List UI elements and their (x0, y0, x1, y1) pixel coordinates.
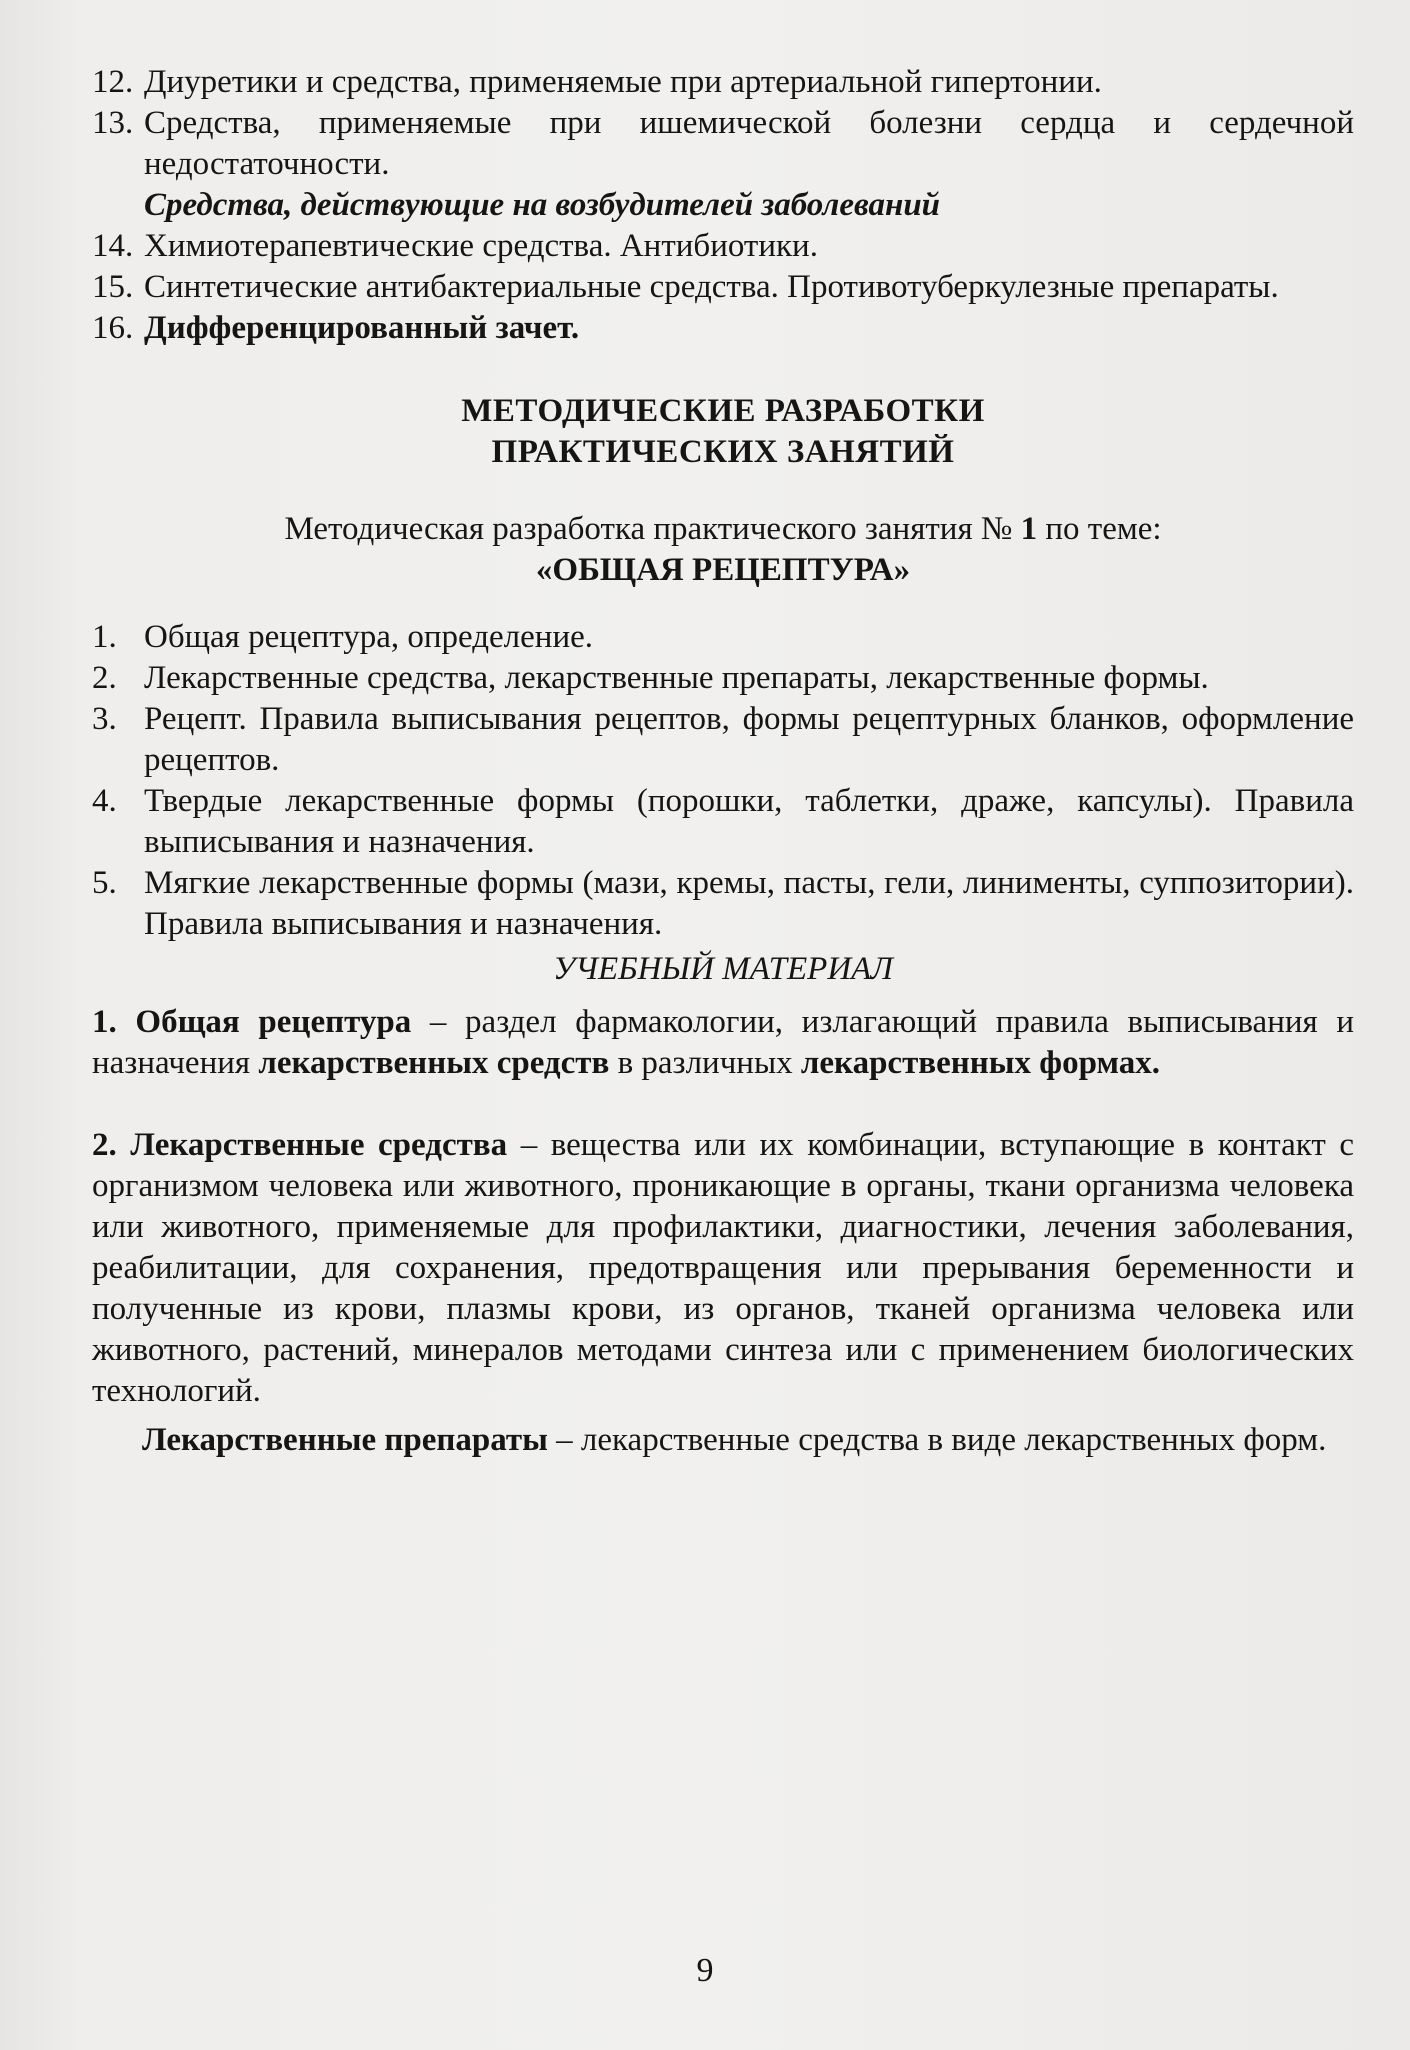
page-number: 9 (696, 1952, 714, 1989)
list-item-number: 5. (92, 865, 117, 901)
list-item-number: 1. (92, 619, 117, 655)
list-item-text: Химиотерапевтические средства. Антибиотики. (144, 228, 818, 264)
page-content (92, 62, 1354, 1461)
section-title: Средства, действующие на возбудителей заболеваний (144, 187, 941, 223)
list-item (92, 62, 1354, 103)
topics-list (92, 617, 1354, 945)
list-item-number: 16. (92, 310, 134, 346)
lesson-number: 1 (1020, 511, 1038, 547)
definition-term: Общая рецептура (135, 1004, 412, 1040)
list-item (92, 863, 1354, 945)
definition-number: 2. (92, 1127, 117, 1163)
list-item (92, 699, 1354, 781)
definition-paragraph (92, 1420, 1354, 1461)
list-item-number: 4. (92, 783, 117, 819)
definition-term: Лекарственные препараты (142, 1422, 548, 1458)
definition-number: 1. (92, 1004, 117, 1040)
list-item-text: Синтетические антибактериальные средства. Противотуберкулезные препараты. (144, 269, 1279, 305)
list-item (92, 226, 1354, 267)
list-item-text: Мягкие лекарственные формы (мази, кремы, пасты, гели, линименты, суппозитории). Правила выписывания и назначения. (144, 865, 1354, 942)
list-item-text: Рецепт. Правила выписывания рецептов, формы рецептурных бланков, оформление рецептов. (144, 701, 1354, 778)
heading-line: МЕТОДИЧЕСКИЕ РАЗРАБОТКИ (461, 393, 985, 429)
list-item-text: Диуретики и средства, применяемые при артериальной гипертонии. (144, 64, 1102, 100)
list-item (92, 103, 1354, 185)
list-item-text: Средства, применяемые при ишемической болезни сердца и сердечной недостаточности. (144, 105, 1354, 182)
list-item-text: Дифференцированный зачет. (144, 310, 580, 346)
definition-term-emphasis: лекарственных формах. (800, 1045, 1160, 1081)
list-item-text: Общая рецептура, определение. (144, 619, 593, 655)
list-item-number: 3. (92, 701, 117, 737)
list-item-number: 15. (92, 269, 134, 305)
definition-term-emphasis: лекарственных средств (258, 1045, 610, 1081)
list-item-text: Лекарственные средства, лекарственные препараты, лекарственные формы. (144, 660, 1209, 696)
definition-paragraph (92, 1002, 1354, 1084)
list-item (92, 658, 1354, 699)
list-item-number: 12. (92, 64, 134, 100)
lesson-topic: «ОБЩАЯ РЕЦЕПТУРА» (535, 552, 911, 588)
heading-line: ПРАКТИЧЕСКИХ ЗАНЯТИЙ (491, 434, 955, 470)
definition-text: в различных (609, 1045, 801, 1081)
definition-paragraph (92, 1125, 1354, 1412)
definition-text: – лекарственные средства в виде лекарственных форм. (547, 1422, 1327, 1458)
lesson-prefix: Методическая разработка практического занятия № (284, 511, 1013, 547)
list-item-text: Твердые лекарственные формы (порошки, таблетки, драже, капсулы). Правила выписывания и назначения. (144, 783, 1354, 860)
list-item (92, 781, 1354, 863)
list-item (92, 267, 1354, 308)
list-item-number: 2. (92, 660, 117, 696)
section-heading (92, 391, 1354, 473)
study-material-heading: УЧЕБНЫЙ МАТЕРИАЛ (553, 951, 893, 987)
definition-text: – вещества или их комбинации, вступающие в контакт с организмом человека или животного, проникающие в органы, ткани организма человека или животного, применяемые для профилактики, диагностики, лечения заболевания, реабилитации, для сохранения, предотвращения или прерывания беременности и полученные из крови, плазмы крови, из органов, тканей организма человека или животного, растений, минералов методами синтеза или с применением биологических технологий. (92, 1127, 1354, 1409)
definition-term: Лекарственные средства (130, 1127, 508, 1163)
list-item (92, 617, 1354, 658)
lesson-subtitle (92, 509, 1354, 550)
lesson-suffix: по теме: (1045, 511, 1162, 547)
list-item-number: 13. (92, 105, 134, 141)
definition-text: – раздел фармакологии, излагающий правила выписывания и назначения (92, 1004, 1355, 1081)
list-item (92, 308, 1354, 349)
list-item-number: 14. (92, 228, 134, 264)
